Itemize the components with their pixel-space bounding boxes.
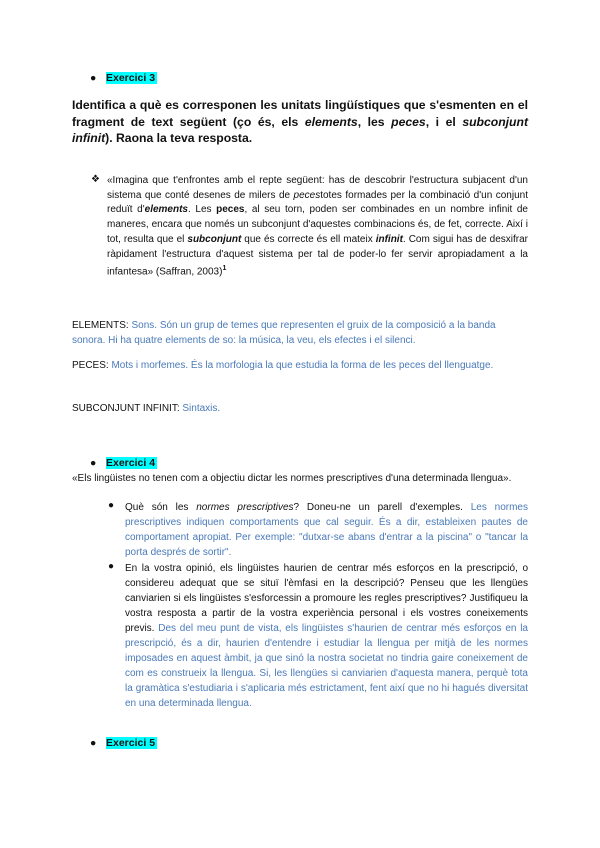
title-text: , les: [357, 114, 392, 129]
answer-peces: [72, 358, 528, 373]
exercise-4-heading-text: Exercici 4: [106, 457, 156, 469]
bullet-icon: ●: [90, 457, 97, 469]
quote-em: peces: [293, 189, 321, 201]
answer-subconjunt: [72, 401, 528, 416]
bullet-icon: ●: [90, 737, 97, 749]
quote-bold: peces: [216, 204, 245, 216]
diamond-bullet-icon: ❖: [91, 174, 100, 185]
quote-em-bold: elements: [144, 204, 188, 216]
exercise-3-instructions: [72, 97, 528, 147]
quote-text: . Com sigui has de desxifrar ràpidament l'estructura d'aquest sistema per tal de poder-lo fer servir apropiadament a la infantesa» (Saffran, 2003): [107, 233, 528, 278]
exercise-4-heading: [90, 457, 157, 469]
list-bullet-icon: ●: [108, 561, 115, 572]
answer-text: Sintaxis.: [182, 403, 221, 414]
question-text: En la vostra opinió, els lingüistes haurien de centrar més esforços en la prescripció, o considereu adequat que se situï l'èmfasi en la descripció? Penseu que les llengües canviarien si els lingüistes s'esforcessin a promoure les regles prescriptives? Justifiqueu la vostra resposta a partir de la vostra experiència personal i els vostres coneixements previs.: [125, 563, 528, 634]
answer-text: Sons. Són un grup de temes que representen el gruix de la composició a la banda sonora. Hi ha quatre elements de so: la música, la veu, els efectes i el silenci.: [72, 320, 496, 346]
exercise-5-heading: [90, 737, 157, 749]
footnote-ref[interactable]: 1: [222, 265, 227, 273]
answer-label: ELEMENTS:: [72, 320, 132, 331]
answer-label: SUBCONJUNT INFINIT:: [72, 403, 183, 414]
quote-text: totes formades per la combinació d'un conjunt reduït d': [107, 189, 528, 216]
question-text: ? Doneu-ne un parell d'exemples.: [293, 502, 471, 513]
exercise-5-heading-text: Exercici 5: [106, 737, 156, 749]
title-em-elements: elements: [304, 114, 358, 129]
quote-em-bold: subconjunt: [187, 233, 242, 245]
quote-em-bold: infinit: [375, 233, 403, 245]
exercise-3-heading: [90, 72, 157, 84]
quote-text: , al seu torn, poden ser combinades en un nombre infinit de maneres, encara que només un subconjunt d'aquestes combinacions és, de fet, correcte. Així i tot, resulta que el: [107, 204, 528, 245]
quote-text: . Les: [188, 204, 217, 216]
answer-text: Les normes prescriptives indiquen comportaments que cal seguir. És a dir, estableixen pautes de comportament apropiat. Per exemple: "dutxar-se abans d'entrar a la piscina" o "tancar la porta després de sortir".: [125, 502, 528, 558]
answer-text: Des del meu punt de vista, els lingüistes s'haurien de centrar més esforços en la prescripció, és a dir, haurien d'entendre i estudiar la llengua per mitjà de les normes imposades en aquest àmbit, ja que sinó la nostra societat no tindria gaire coneixement de com es construeix la llengua. Si, les llengües si canviarien d'aquesta manera, perquè tota la gramàtica s'estudiaria i s'aplicaria més estrictament, fent així que no hi hagués diversitat en una determinada llengua.: [125, 623, 528, 709]
answer-text: Mots i morfemes. És la morfologia la que estudia la forma de les peces del llenguatge.: [111, 360, 494, 371]
answer-label: PECES:: [72, 360, 112, 371]
list-bullet-icon: ●: [108, 500, 115, 511]
question-em: normes prescriptives: [196, 502, 294, 513]
exercise-3-heading-text: Exercici 3: [106, 72, 156, 84]
exercise-4-item-2: [125, 561, 528, 711]
title-text: ). Raona la teva resposta.: [105, 131, 253, 145]
quote-text: que és correcte és ell mateix: [241, 233, 376, 245]
quote-text: «Imagina que t'enfrontes amb el repte següent: has de descobrir l'estructura subjacent d'un sistema que conté desenes de milers de: [107, 175, 528, 201]
exercise-4-item-1: [125, 500, 528, 560]
quote-block: [107, 174, 528, 280]
question-text: Què són les: [125, 502, 197, 513]
answer-elements: [72, 318, 528, 348]
bullet-icon: ●: [90, 72, 97, 84]
title-em-peces: peces: [391, 114, 426, 129]
title-text: Identifica a què es corresponen les unitats lingüístiques que s'esmenten en el fragment de text següent (ço és, els: [72, 98, 528, 129]
exercise-4-intro: «Els lingüistes no tenen com a objectiu dictar les normes prescriptives d'una determinada llengua».: [72, 473, 512, 484]
title-text: , i el: [425, 114, 463, 129]
title-em-subconjunt: subconjunt infinit: [72, 114, 528, 145]
